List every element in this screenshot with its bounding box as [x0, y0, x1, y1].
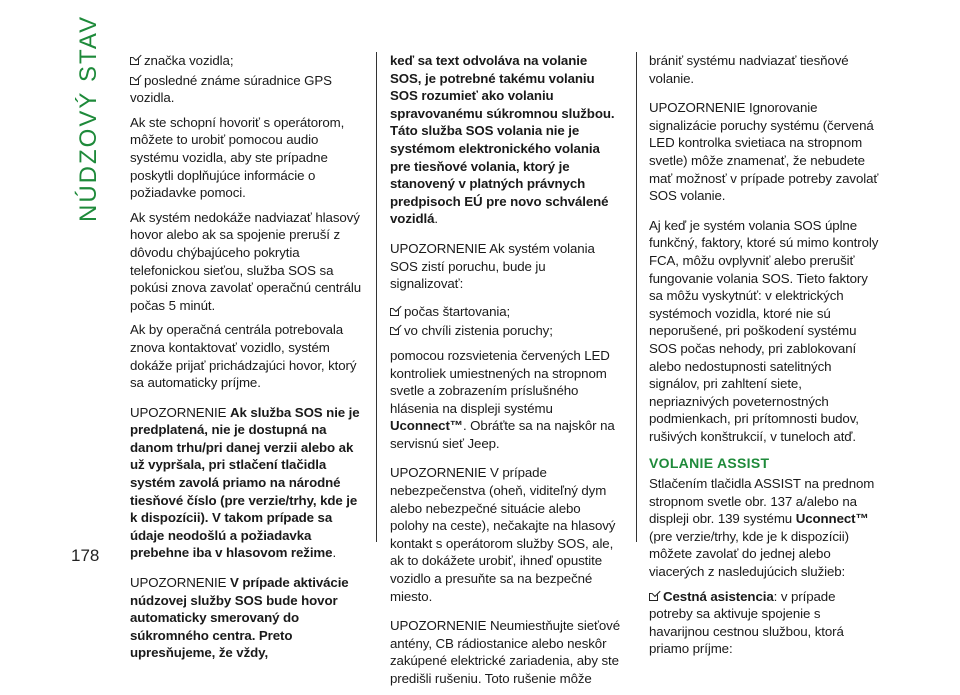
- bullet-item: počas štartovania;: [390, 303, 622, 321]
- column-3: [649, 52, 881, 665]
- checkbox-icon: [649, 593, 658, 601]
- bullet-item: posledné známe súradnice GPS vozidla.: [130, 72, 332, 106]
- paragraph: Ak ste schopní hovoriť s operátorom, môžete to urobiť pomocou audio systému vozidla, aby ste prípadne poskytli doplňujúce informácie o požiadavke pomoci.: [130, 114, 345, 201]
- warning-paragraph: UPOZORNENIE V prípade aktivácie núdzovej služby SOS bude hovor automaticky smerovaný do súkromného centra. Preto upresňujeme, že vždy,: [130, 575, 349, 661]
- paragraph: UPOZORNENIE Ignorovanie signalizácie poruchy systému (červená LED kontrolka svietiaca na stropnom svetle) môže znamenať, že nebudete mať možnosť v prípade potreby zavolať SOS volanie.: [649, 100, 879, 204]
- column-divider: [636, 52, 637, 542]
- bullet-item: Cestná asistencia: v prípade potreby sa aktivuje spojenie s havarijnou cestnou službou, ktorá priamo príjme:: [649, 588, 844, 657]
- checkbox-icon: [130, 57, 139, 65]
- checkbox-icon: [130, 77, 139, 85]
- chapter-title: NÚDZOVÝ STAV: [75, 14, 102, 222]
- paragraph: UPOZORNENIE Neumiestňujte sieťové antény, CB rádiostanice alebo neskôr zakúpené elektrické zariadenia, aby ste predišli rušeniu. Toto rušenie môže: [390, 618, 621, 686]
- column-divider: [376, 52, 377, 542]
- paragraph: UPOZORNENIE V prípade nebezpečenstva (oheň, viditeľný dym alebo nebezpečné situácie alebo polohy na ceste), nečakajte na hlasový kontakt s operátorom služby SOS, ale, ak to dokážete urobiť, ihneď opustite vozidlo a presuňte sa na bezpečné miesto.: [390, 465, 616, 604]
- paragraph: keď sa text odvoláva na volanie SOS, je potrebné takému volaniu SOS rozumieť ako volaniu spravovanému súkromnou službou. Táto služba SOS volania nie je systémom elektronického volania pre tiesňové volania, ktorý je stanovený v platných právnych predpisoch EÚ pre novo schválené vozidlá.: [390, 53, 615, 227]
- column-1: [130, 52, 362, 669]
- checkbox-icon: [390, 308, 399, 316]
- bullet-item: vo chvíli zistenia poruchy;: [390, 322, 622, 340]
- bullet-item: značka vozidla;: [130, 52, 362, 70]
- paragraph: Ak by operačná centrála potrebovala znova kontaktovať vozidlo, systém dokáže prijať prichádzajúci hovor, ktorý sa automaticky príjme.: [130, 322, 357, 391]
- column-2: [390, 52, 622, 695]
- paragraph: Aj keď je systém volania SOS úplne funkčný, faktory, ktoré sú mimo kontroly FCA, môžu ovplyvniť alebo prerušiť fungovanie volania SOS. Tieto faktory sa môžu vyskytnúť: v elektrických systémoch vozidla, ktoré nie sú neporušené, pri poškodení systému SOS počas nehody, pri zablokovaní alebo nedostupnosti satelitných signálov, pri zahltení siete, nepriaznivých poveternostných podmienkach, pri prítomnosti budov, rušivých konštrukcií, v tuneloch atď.: [649, 217, 879, 444]
- paragraph: brániť systému nadviazať tiesňové volanie.: [649, 53, 849, 86]
- paragraph: Stlačením tlačidla ASSIST na prednom stropnom svetle obr. 137 a/alebo na displeji obr. 139 systému Uconnect™ (pre verzie/trhy, kde je k dispozícii) môžete zavolať do jednej alebo viacerých z nasledujúcich služieb:: [649, 476, 875, 580]
- paragraph: UPOZORNENIE Ak systém volania SOS zistí poruchu, bude ju signalizovať:: [390, 240, 595, 292]
- page-number: 178: [71, 546, 100, 565]
- paragraph: Ak systém nedokáže nadviazať hlasový hovor alebo ak sa spojenie preruší z dôvodu chýbajúceho pokrytia telefonickou sieťou, služba SOS sa pokúsi znova zavolať operačnú centrálu počas 5 minút.: [130, 209, 362, 313]
- paragraph: pomocou rozsvietenia červených LED kontroliek umiestnených na stropnom svetle a zobrazením príslušného hlásenia na displeji systému Uconnect™. Obráťte sa na najskôr na servisnú sieť Jeep.: [390, 347, 615, 451]
- section-heading: VOLANIE ASSIST: [649, 455, 770, 472]
- checkbox-icon: [390, 327, 399, 335]
- warning-paragraph: UPOZORNENIE Ak služba SOS nie je predplatená, nie je dostupná na danom trhu/pri danej verzii alebo ak už vypršala, pri stlačení tlačidla systém zavolá priamo na národné tiesňové číslo (pre verzie/trhy, kde je k dispozícii). V takom prípade sa údaje neodošlú a požiadavka prebehne iba v hlasovom režime.: [130, 404, 360, 561]
